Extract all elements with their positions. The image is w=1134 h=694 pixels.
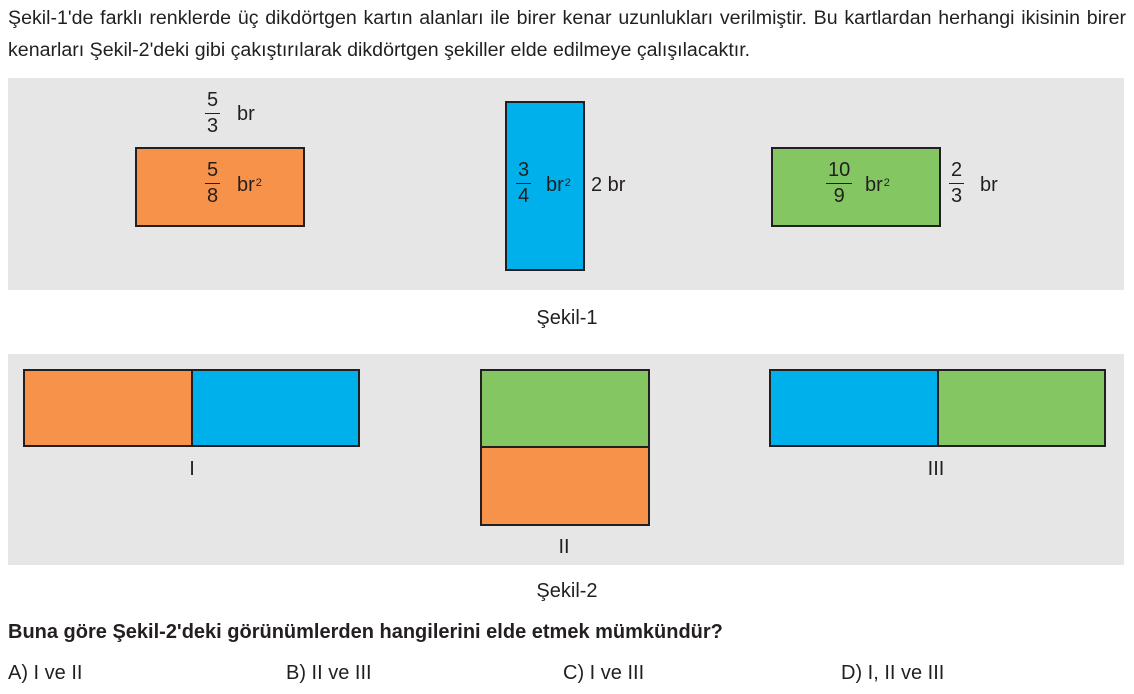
green-area-numerator: 10 bbox=[826, 160, 852, 184]
blue-area-denominator: 4 bbox=[518, 185, 530, 207]
arrangement-1-label: I bbox=[189, 458, 195, 480]
option-c[interactable]: C) I ve III bbox=[563, 662, 645, 684]
arrangement-2-label: II bbox=[558, 536, 570, 558]
green-area-denominator: 9 bbox=[833, 185, 845, 207]
blue-area-fraction bbox=[516, 160, 531, 207]
green-side-fraction bbox=[949, 160, 964, 207]
arrangement-1-blue bbox=[191, 369, 360, 447]
orange-side-unit: br bbox=[237, 103, 255, 125]
arrangement-3-green bbox=[937, 369, 1106, 447]
green-area-unit-exponent: 2 bbox=[883, 177, 890, 189]
orange-side-numerator: 5 bbox=[205, 90, 220, 114]
blue-side-label: 2 br bbox=[591, 174, 626, 196]
orange-area-fraction bbox=[205, 160, 220, 207]
green-side-unit: br bbox=[980, 174, 998, 196]
option-a[interactable]: A) I ve II bbox=[8, 662, 83, 684]
green-side-numerator: 2 bbox=[949, 160, 964, 184]
green-area-unit bbox=[865, 174, 890, 196]
green-area-fraction bbox=[826, 160, 852, 207]
arrangement-3-blue bbox=[769, 369, 939, 447]
arrangement-3-label: III bbox=[927, 458, 945, 480]
option-b[interactable]: B) II ve III bbox=[286, 662, 372, 684]
question-text: Buna göre Şekil-2'deki görünümlerden hangilerini elde etmek mümkündür? bbox=[8, 621, 723, 643]
green-area-unit-text: br bbox=[865, 174, 883, 196]
figure-2-caption: Şekil-2 bbox=[536, 580, 598, 602]
arrangement-2-orange bbox=[480, 446, 650, 526]
figure-1-panel bbox=[8, 78, 1124, 290]
orange-area-unit-text: br bbox=[237, 174, 255, 196]
blue-area-unit-exponent: 2 bbox=[564, 177, 571, 189]
orange-side-fraction bbox=[205, 90, 220, 137]
green-side-denominator: 3 bbox=[951, 185, 963, 207]
orange-area-unit-exponent: 2 bbox=[255, 177, 262, 189]
orange-area-denominator: 8 bbox=[207, 185, 219, 207]
option-d[interactable]: D) I, II ve III bbox=[841, 662, 945, 684]
green-card bbox=[771, 147, 941, 227]
blue-area-numerator: 3 bbox=[516, 160, 531, 184]
figure-1-caption: Şekil-1 bbox=[536, 307, 598, 329]
figure-2-panel bbox=[8, 354, 1124, 565]
orange-area-numerator: 5 bbox=[205, 160, 220, 184]
orange-area-unit bbox=[237, 174, 262, 196]
arrangement-2-green bbox=[480, 369, 650, 448]
intro-paragraph: Şekil-1'de farklı renklerde üç dikdörtgen kartın alanları ile birer kenar uzunlukları verilmiştir. Bu kartlardan herhangi ikisinin birer kenarları Şekil-2'deki gibi çakıştırılarak dikdörtgen şekiller elde edilmeye çalışılacaktır. bbox=[8, 7, 1126, 61]
blue-area-unit-text: br bbox=[546, 174, 564, 196]
arrangement-1-orange bbox=[23, 369, 193, 447]
orange-side-denominator: 3 bbox=[207, 115, 219, 137]
blue-area-unit bbox=[546, 174, 571, 196]
